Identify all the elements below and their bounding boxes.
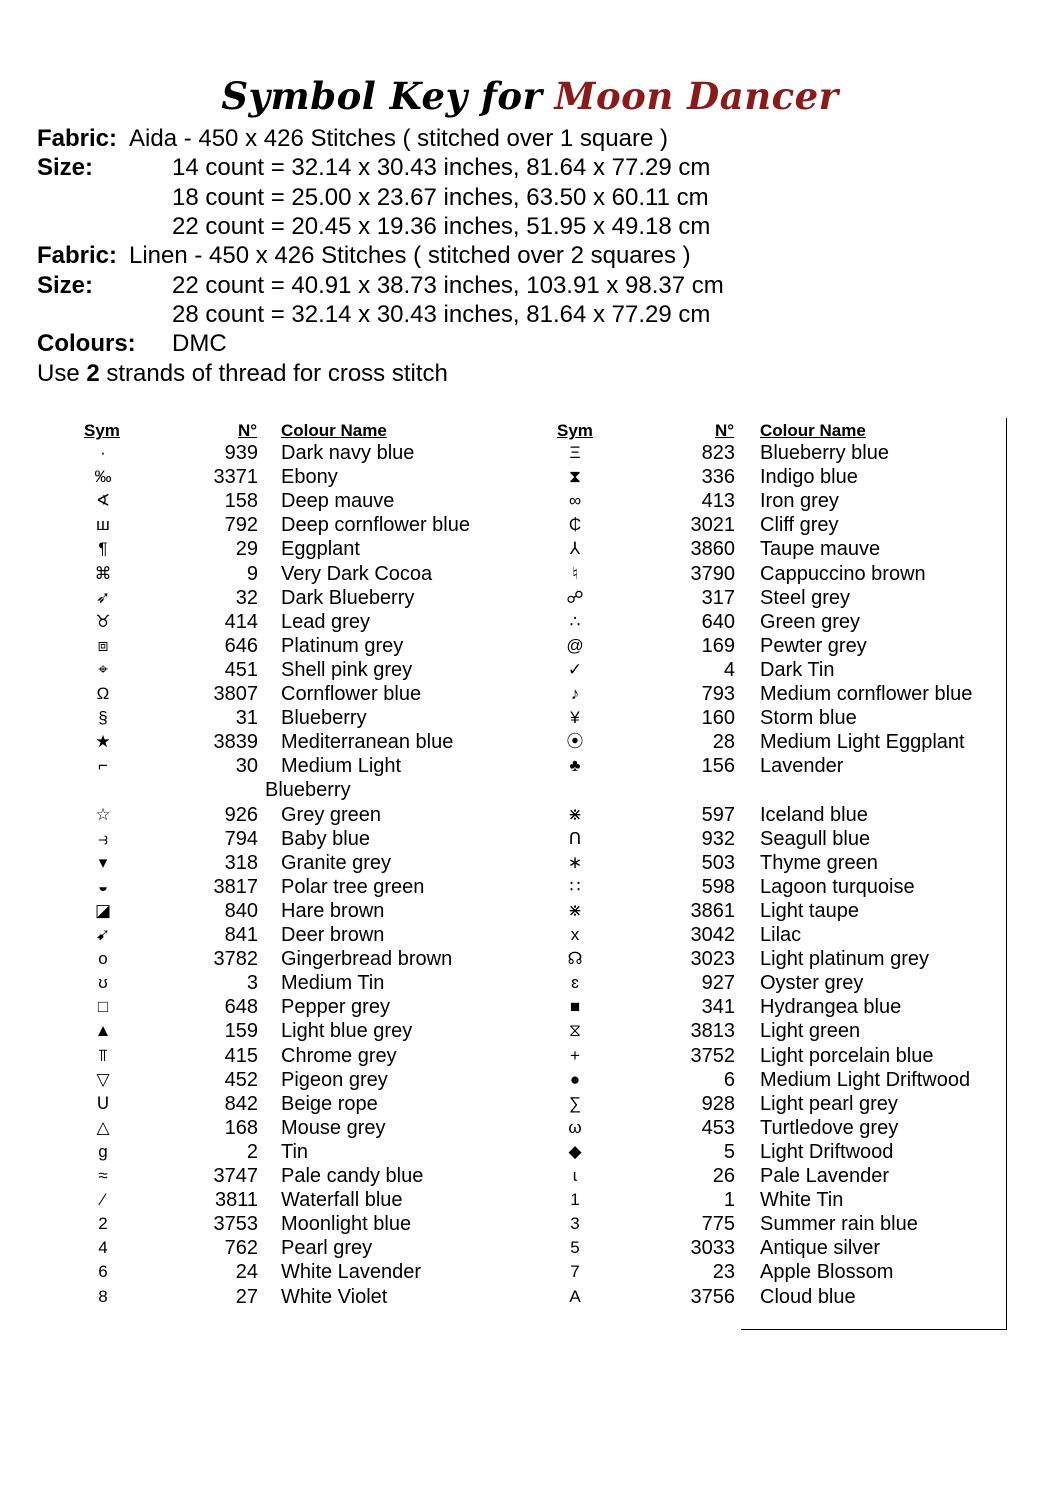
- symbol-glyph: ⥽: [98, 828, 108, 848]
- dmc-number: 3023: [690, 948, 735, 971]
- symbol-glyph: ⌖: [98, 659, 108, 679]
- symbol-glyph: ⧗: [569, 467, 581, 487]
- symbol-glyph: ∞: [568, 491, 582, 511]
- info-label: Size:: [37, 272, 94, 299]
- symbol-glyph: ◒: [97, 876, 109, 896]
- symbol-glyph: 3: [570, 1214, 580, 1234]
- dmc-number: 413: [701, 490, 735, 513]
- strands-count: 2: [86, 360, 100, 387]
- symbol-glyph: ♉: [95, 611, 111, 631]
- dmc-number: 158: [224, 490, 258, 513]
- symbol-glyph: ш: [96, 515, 110, 535]
- symbol-glyph: ▾: [98, 852, 108, 872]
- left-header-num: N°: [238, 421, 258, 440]
- dmc-number: 4: [723, 658, 735, 681]
- info-value: DMC: [172, 330, 227, 357]
- colour-name: Mouse grey: [281, 1116, 386, 1139]
- symbol-glyph: ɛ: [571, 973, 579, 993]
- colour-name: Steel grey: [760, 586, 851, 609]
- dmc-number: 928: [701, 1092, 735, 1115]
- colour-name: Iceland blue: [760, 803, 868, 826]
- colour-name: Shell pink grey: [281, 658, 413, 681]
- colour-name: Dark navy blue: [281, 442, 415, 464]
- colour-name: Platinum grey: [281, 634, 404, 657]
- dmc-number: 926: [224, 803, 258, 826]
- symbol-glyph: ·: [100, 443, 106, 462]
- dmc-number: 318: [224, 851, 258, 874]
- colour-name: Iron grey: [760, 490, 839, 513]
- colour-name: Dark Blueberry: [281, 586, 415, 609]
- dmc-number: 6: [723, 1068, 735, 1091]
- left-header-name: Colour Name: [281, 421, 387, 440]
- colour-name: Blueberry: [281, 707, 367, 730]
- dmc-number: 336: [701, 466, 735, 489]
- dmc-number: 29: [235, 538, 258, 561]
- colour-name: Cloud blue: [760, 1285, 856, 1308]
- symbol-glyph: 5: [570, 1238, 580, 1258]
- dmc-number: 452: [224, 1068, 258, 1091]
- colour-name: Oyster grey: [760, 972, 864, 995]
- symbol-glyph: ∷: [569, 876, 581, 896]
- symbol-glyph: ¶: [98, 539, 108, 559]
- symbol-glyph: ➹: [95, 925, 111, 944]
- colour-name: Pearl grey: [281, 1237, 373, 1260]
- colour-name: Medium Light: [281, 755, 402, 778]
- dmc-number: 168: [224, 1116, 258, 1139]
- colour-name-continued: Blueberry: [265, 779, 351, 802]
- symbol-glyph: g: [98, 1141, 108, 1161]
- symbol-glyph: @: [566, 635, 584, 655]
- dmc-number: 28: [712, 731, 735, 754]
- colour-name: Pale Lavender: [760, 1165, 889, 1187]
- dmc-number: 1: [723, 1189, 735, 1212]
- dmc-number: 3839: [213, 731, 258, 754]
- colour-name: Cappuccino brown: [760, 562, 926, 585]
- colour-name: White Tin: [760, 1189, 844, 1212]
- dmc-number: 3756: [690, 1285, 735, 1308]
- symbol-glyph: o: [98, 949, 108, 969]
- colour-name: Granite grey: [281, 851, 392, 874]
- dmc-number: 762: [224, 1237, 258, 1260]
- colour-name: White Violet: [281, 1285, 388, 1308]
- colour-name: Waterfall blue: [281, 1189, 403, 1212]
- colour-name: Green grey: [760, 610, 861, 633]
- colour-name: Medium Light Eggplant: [760, 731, 965, 754]
- colour-name: Pewter grey: [760, 634, 867, 657]
- dmc-number: 27: [235, 1285, 258, 1308]
- bottom-border-line: [741, 1329, 1007, 1330]
- symbol-glyph: ∑: [568, 1093, 582, 1113]
- symbol-glyph: ⧖: [569, 1021, 581, 1041]
- dmc-number: 3817: [213, 875, 258, 898]
- symbol-glyph: 7: [570, 1262, 580, 1282]
- symbol-glyph: 1: [570, 1190, 580, 1210]
- right-header-name: Colour Name: [760, 421, 866, 440]
- symbol-glyph: ☍: [566, 587, 584, 607]
- colour-name: Light Driftwood: [760, 1140, 894, 1163]
- colour-name: White Lavender: [281, 1261, 422, 1284]
- title-prefix: Symbol Key for: [221, 74, 543, 118]
- page-title: [0, 74, 1060, 118]
- symbol-glyph: ⫪: [98, 1045, 108, 1065]
- dmc-number: 2: [246, 1140, 258, 1163]
- symbol-glyph: ♮: [571, 563, 579, 583]
- dmc-number: 3790: [690, 562, 735, 585]
- dmc-number: 927: [701, 972, 735, 995]
- colour-name: Light blue grey: [281, 1020, 413, 1043]
- strands-after: strands of thread for cross stitch: [99, 360, 448, 387]
- colour-name: Turtledove grey: [760, 1116, 899, 1139]
- dmc-number: 793: [701, 683, 735, 705]
- symbol-glyph: Ω: [96, 684, 110, 703]
- colour-name: Lilac: [760, 924, 802, 946]
- symbol-glyph: ⌘: [94, 563, 112, 583]
- dmc-number: 453: [701, 1116, 735, 1139]
- symbol-glyph: ‰: [94, 467, 112, 487]
- dmc-number: 842: [224, 1092, 258, 1115]
- info-value: 28 count = 32.14 x 30.43 inches, 81.64 x 77.29 cm: [172, 301, 711, 328]
- colour-name: Moonlight blue: [281, 1213, 412, 1236]
- dmc-number: 3807: [213, 683, 258, 705]
- symbol-glyph: ●: [569, 1069, 581, 1089]
- symbol-glyph: ɩ: [573, 1166, 577, 1185]
- colour-name: Very Dark Cocoa: [281, 562, 433, 585]
- info-line: [37, 153, 711, 183]
- colour-name: Lagoon turquoise: [760, 875, 915, 898]
- info-line: [37, 124, 668, 154]
- colour-name: Eggplant: [281, 538, 360, 561]
- info-value: Aida - 450 x 426 Stitches ( stitched over 1 square ): [129, 125, 668, 152]
- dmc-number: 597: [701, 803, 735, 826]
- colour-name: Thyme green: [760, 851, 878, 874]
- colour-name: Gingerbread brown: [281, 948, 453, 971]
- info-label: Fabric:: [37, 125, 118, 152]
- info-line: [37, 271, 724, 301]
- dmc-number: 31: [235, 707, 258, 730]
- symbol-glyph: ✓: [567, 659, 583, 679]
- strands-line: [37, 359, 448, 389]
- colour-name: Hare brown: [281, 899, 385, 922]
- symbol-glyph: △: [96, 1117, 110, 1137]
- colour-name: Storm blue: [760, 707, 857, 730]
- dmc-number: 503: [701, 851, 735, 874]
- symbol-glyph: ⌐: [98, 756, 108, 776]
- colour-name: Light taupe: [760, 899, 859, 922]
- symbol-glyph: ◆: [568, 1141, 582, 1161]
- symbol-glyph: §: [98, 708, 108, 728]
- colour-name: Baby blue: [281, 827, 370, 850]
- dmc-number: 794: [224, 827, 258, 850]
- colour-name: Apple Blossom: [760, 1261, 894, 1284]
- symbol-glyph: Ξ: [569, 443, 581, 462]
- symbol-glyph: ᑎ: [568, 828, 582, 848]
- dmc-number: 169: [701, 634, 735, 657]
- colour-name: Medium Tin: [281, 972, 385, 995]
- symbol-glyph: ≈: [98, 1166, 108, 1185]
- dmc-number: 3371: [213, 466, 258, 489]
- colour-name: Seagull blue: [760, 827, 871, 850]
- info-value: 22 count = 20.45 x 19.36 inches, 51.95 x 49.18 cm: [172, 213, 711, 240]
- dmc-number: 24: [235, 1261, 258, 1284]
- symbol-glyph: ∢: [95, 491, 111, 511]
- dmc-number: 3021: [690, 514, 735, 537]
- symbol-glyph: ω: [568, 1117, 582, 1137]
- dmc-number: 414: [224, 610, 258, 633]
- symbol-glyph: 4: [98, 1238, 108, 1258]
- dmc-number: 32: [235, 586, 258, 609]
- symbol-glyph: ∗: [567, 852, 583, 872]
- symbol-glyph: ¥: [570, 708, 580, 728]
- symbol-glyph: ⧈: [97, 635, 109, 655]
- colour-name: Polar tree green: [281, 875, 425, 898]
- colour-name: Blueberry blue: [760, 442, 889, 464]
- colour-name: Grey green: [281, 803, 382, 826]
- colour-name: Hydrangea blue: [760, 996, 902, 1019]
- symbol-glyph: ▽: [96, 1069, 110, 1089]
- dmc-number: 841: [224, 924, 258, 946]
- symbol-glyph: ☊: [567, 949, 583, 969]
- symbol-glyph: ★: [95, 732, 111, 752]
- colour-name: Beige rope: [281, 1092, 378, 1115]
- dmc-number: 451: [224, 658, 258, 681]
- right-header-sym: Sym: [557, 421, 593, 440]
- dmc-number: 3042: [690, 924, 735, 946]
- strands-before: Use: [37, 360, 87, 387]
- colour-name: Light platinum grey: [760, 948, 929, 971]
- left-header-sym: Sym: [84, 421, 120, 440]
- symbol-glyph: ₵: [568, 515, 582, 535]
- info-value: 22 count = 40.91 x 38.73 inches, 103.91 x 98.37 cm: [172, 272, 724, 299]
- dmc-number: 646: [224, 634, 258, 657]
- colour-name: Mediterranean blue: [281, 731, 454, 754]
- symbol-glyph: ▲: [94, 1021, 112, 1041]
- symbol-glyph: A: [569, 1286, 581, 1306]
- dmc-number: 5: [723, 1140, 735, 1163]
- colour-name: Light pearl grey: [760, 1092, 898, 1115]
- dmc-number: 3747: [213, 1165, 258, 1187]
- colour-name: Pale candy blue: [281, 1165, 424, 1187]
- symbol-glyph: 8: [98, 1286, 108, 1306]
- colour-name: Cornflower blue: [281, 683, 422, 705]
- info-line: [37, 241, 691, 271]
- symbol-glyph: Ս: [96, 1093, 110, 1113]
- symbol-glyph: 6: [98, 1262, 108, 1282]
- dmc-number: 775: [701, 1213, 735, 1236]
- dmc-number: 30: [235, 755, 258, 778]
- colour-name: Cliff grey: [760, 514, 839, 537]
- dmc-number: 156: [701, 755, 735, 778]
- colour-name: Taupe mauve: [760, 538, 881, 561]
- colour-name: Lead grey: [281, 610, 370, 633]
- colour-name: Tin: [281, 1140, 309, 1163]
- dmc-number: 3033: [690, 1237, 735, 1260]
- title-accent: Moon Dancer: [554, 74, 839, 118]
- symbol-glyph: ⅄: [569, 539, 581, 559]
- symbol-glyph: ⋇: [567, 804, 583, 824]
- colour-name: Antique silver: [760, 1237, 881, 1260]
- right-header-num: N°: [715, 421, 735, 440]
- dmc-number: 3811: [214, 1189, 258, 1212]
- symbol-glyph: ∴: [569, 611, 581, 631]
- dmc-number: 26: [712, 1165, 735, 1187]
- dmc-number: 3813: [690, 1020, 735, 1043]
- dmc-number: 840: [224, 899, 258, 922]
- symbol-glyph: +: [570, 1045, 580, 1065]
- info-value: 14 count = 32.14 x 30.43 inches, 81.64 x 77.29 cm: [172, 154, 711, 181]
- dmc-number: 932: [701, 827, 735, 850]
- colour-name: Pigeon grey: [281, 1068, 388, 1091]
- info-value: 18 count = 25.00 x 23.67 inches, 63.50 x 60.11 cm: [172, 184, 709, 211]
- symbol-glyph: □: [97, 997, 109, 1017]
- dmc-number: 640: [701, 610, 735, 633]
- dmc-number: 341: [701, 996, 735, 1019]
- info-line: [37, 329, 227, 359]
- colour-name: Dark Tin: [760, 658, 835, 681]
- symbol-glyph: ʊ: [98, 973, 108, 993]
- dmc-number: 3753: [213, 1213, 258, 1236]
- dmc-number: 3782: [213, 948, 258, 971]
- colour-name: Light green: [760, 1020, 861, 1043]
- colour-name: Ebony: [281, 466, 338, 489]
- dmc-number: 415: [224, 1044, 258, 1067]
- dmc-number: 23: [712, 1261, 735, 1284]
- dmc-number: 3861: [690, 899, 735, 922]
- info-value: Linen - 450 x 426 Stitches ( stitched over 2 squares ): [129, 242, 691, 269]
- info-label: Colours:: [37, 330, 136, 357]
- symbol-glyph: x: [570, 925, 580, 944]
- symbol-glyph: ⁄: [101, 1190, 105, 1210]
- right-border-line: [1006, 418, 1007, 1330]
- colour-name: Pepper grey: [281, 996, 390, 1019]
- colour-name: Lavender: [760, 755, 844, 778]
- info-label: Size:: [37, 154, 94, 181]
- dmc-number: 648: [224, 996, 258, 1019]
- colour-name: Deep cornflower blue: [281, 514, 470, 537]
- symbol-glyph: ◪: [94, 900, 112, 920]
- colour-name: Medium cornflower blue: [760, 683, 973, 705]
- colour-name: Medium Light Driftwood: [760, 1068, 971, 1091]
- symbol-glyph: ■: [569, 997, 581, 1017]
- dmc-number: 9: [246, 562, 258, 585]
- colour-name: Deer brown: [281, 924, 385, 946]
- colour-name: Deep mauve: [281, 490, 395, 513]
- symbol-glyph: ♣: [569, 756, 581, 776]
- dmc-number: 159: [224, 1020, 258, 1043]
- colour-name: Summer rain blue: [760, 1213, 918, 1236]
- symbol-glyph: 2: [98, 1214, 108, 1234]
- colour-name: Indigo blue: [760, 466, 858, 489]
- symbol-glyph: ⋇: [567, 900, 583, 920]
- symbol-glyph: ♪: [570, 684, 580, 703]
- symbol-glyph: ☆: [95, 804, 111, 824]
- symbol-glyph: ➶: [95, 587, 111, 607]
- symbol-glyph: ⦿: [566, 732, 584, 752]
- colour-name: Light porcelain blue: [760, 1044, 934, 1067]
- dmc-number: 3860: [690, 538, 735, 561]
- dmc-number: 792: [224, 514, 258, 537]
- dmc-number: 939: [224, 442, 258, 464]
- colour-name: Chrome grey: [281, 1044, 397, 1067]
- dmc-number: 823: [701, 442, 735, 464]
- info-label: Fabric:: [37, 242, 118, 269]
- dmc-number: 598: [701, 875, 735, 898]
- dmc-number: 3: [246, 972, 258, 995]
- dmc-number: 160: [701, 707, 735, 730]
- dmc-number: 3752: [690, 1044, 735, 1067]
- dmc-number: 317: [701, 586, 735, 609]
